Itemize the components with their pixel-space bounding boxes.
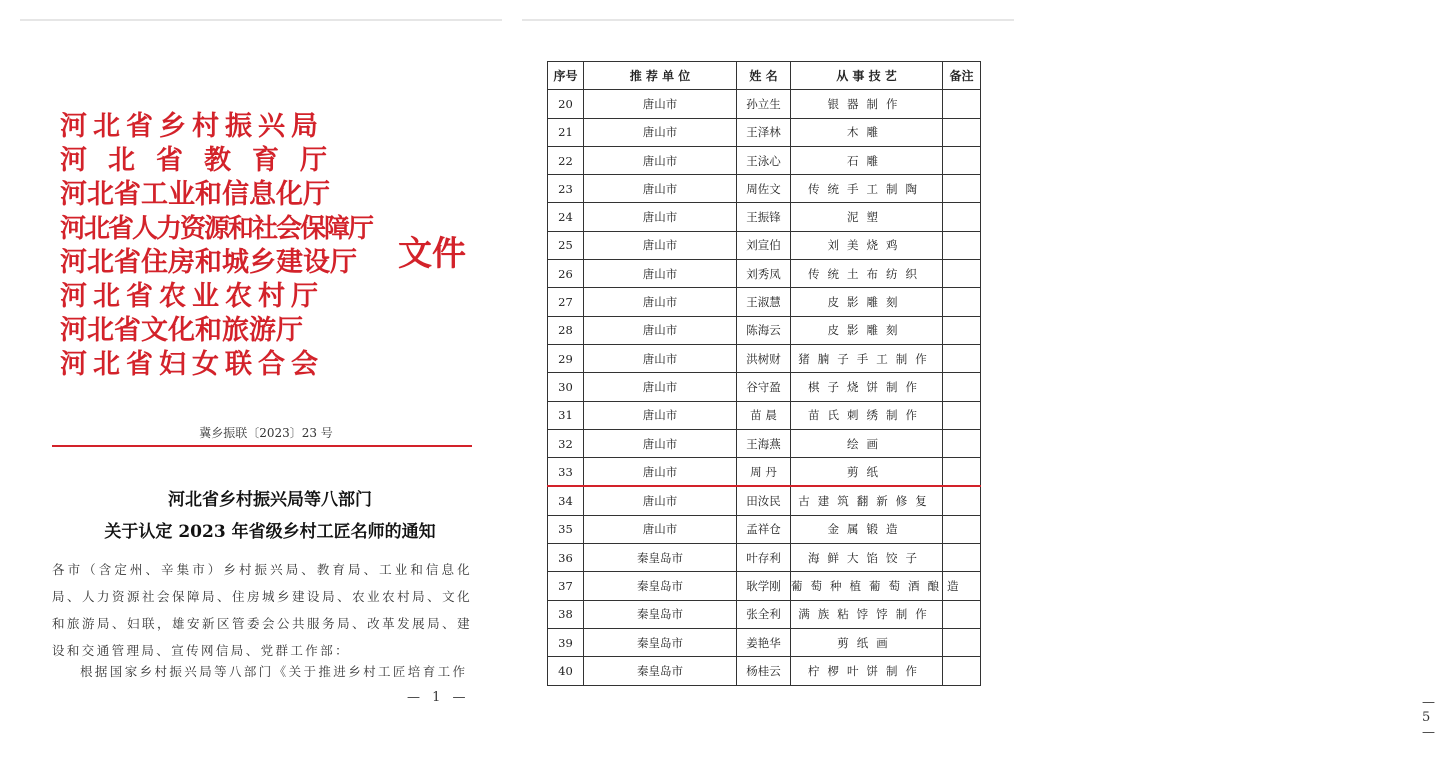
body-paragraph: 根据国家乡村振兴局等八部门《关于推进乡村工匠培育工作 (80, 664, 468, 679)
cell-craft: 木雕 (791, 118, 943, 146)
cell-name: 王泽林 (737, 118, 791, 146)
table-row (548, 515, 981, 543)
cell-name: 王淑慧 (737, 288, 791, 316)
cell-unit: 唐山市 (584, 288, 737, 316)
table-row (548, 572, 981, 600)
cell-unit: 唐山市 (584, 260, 737, 288)
cell-unit: 唐山市 (584, 146, 737, 174)
table-row (548, 401, 981, 429)
cell-remarks (943, 175, 981, 203)
cell-remarks (943, 146, 981, 174)
cell-remarks (943, 231, 981, 259)
cell-unit: 唐山市 (584, 231, 737, 259)
cell-craft: 古建筑翻新修复 (791, 486, 943, 515)
cell-name: 张全利 (737, 600, 791, 628)
cell-unit: 唐山市 (584, 515, 737, 543)
cell-remarks (943, 429, 981, 457)
cell-serial: 33 (548, 458, 584, 487)
cell-unit: 唐山市 (584, 344, 737, 372)
cell-unit: 唐山市 (584, 175, 737, 203)
cell-name: 姜艳华 (737, 628, 791, 656)
issuer-3: 河北省工业和信息化厅 (60, 179, 330, 210)
issuer-list (60, 110, 400, 382)
cell-unit: 唐山市 (584, 429, 737, 457)
cell-name: 周 丹 (737, 458, 791, 487)
cell-unit: 秦皇岛市 (584, 572, 737, 600)
cell-craft: 满族粘饽饽制作 (791, 600, 943, 628)
table-row (548, 146, 981, 174)
document-number: 冀乡振联〔2023〕23 号 (199, 426, 333, 440)
cell-serial: 30 (548, 373, 584, 401)
cell-craft: 皮影雕刻 (791, 288, 943, 316)
table-row (548, 458, 981, 487)
table-row (548, 260, 981, 288)
cell-craft: 绘画 (791, 429, 943, 457)
cell-craft: 泥塑 (791, 203, 943, 231)
cell-serial: 40 (548, 657, 584, 685)
cell-remarks (943, 600, 981, 628)
cell-craft: 传统土布纺织 (791, 260, 943, 288)
issuer-8: 河北省妇女联合会 (60, 349, 324, 380)
table-header-row (548, 62, 981, 90)
cell-craft: 海鲜大馅饺子 (791, 544, 943, 572)
cell-craft: 刘美烧鸡 (791, 231, 943, 259)
notice-title-line1: 河北省乡村振兴局等八部门 (168, 490, 372, 510)
issuer-6: 河北省农业农村厅 (60, 281, 324, 312)
cell-name: 周佐文 (737, 175, 791, 203)
recipients-paragraph: 各市（含定州、辛集市）乡村振兴局、教育局、工业和信息化局、人力资源社会保障局、住房城乡建设局、农业农村局、文化和旅游局、妇联，雄安新区管委会公共服务局、改革发展局、建设和交通管理局、宣传网信局、党群工作部： (52, 562, 472, 658)
cell-craft: 葡萄种植葡萄酒酿造 (791, 572, 943, 600)
cell-name: 王泳心 (737, 146, 791, 174)
issuer-2: 河北省教育厅 (60, 145, 348, 176)
document-page-1 (0, 0, 512, 768)
cell-craft: 苗氏刺绣制作 (791, 401, 943, 429)
cell-name: 王海燕 (737, 429, 791, 457)
table-row (548, 203, 981, 231)
cell-name: 叶存利 (737, 544, 791, 572)
header-unit: 推 荐 单 位 (584, 62, 737, 90)
cell-remarks (943, 344, 981, 372)
cell-name: 刘秀凤 (737, 260, 791, 288)
table-row (548, 231, 981, 259)
cell-unit: 唐山市 (584, 373, 737, 401)
cell-remarks (943, 544, 981, 572)
header-name: 姓 名 (737, 62, 791, 90)
cell-name: 陈海云 (737, 316, 791, 344)
cell-remarks (943, 118, 981, 146)
table-row (548, 90, 981, 118)
cell-name: 田汝民 (737, 486, 791, 515)
cell-serial: 32 (548, 429, 584, 457)
cell-serial: 23 (548, 175, 584, 203)
cell-remarks (943, 373, 981, 401)
issuer-7: 河北省文化和旅游厅 (60, 315, 303, 346)
cell-unit: 秦皇岛市 (584, 628, 737, 656)
issuer-5: 河北省住房和城乡建设厅 (60, 247, 357, 278)
cell-serial: 20 (548, 90, 584, 118)
cell-name: 苗 晨 (737, 401, 791, 429)
cell-serial: 22 (548, 146, 584, 174)
cell-craft: 金属锻造 (791, 515, 943, 543)
cell-name: 王振锋 (737, 203, 791, 231)
cell-remarks (943, 203, 981, 231)
cell-remarks (943, 288, 981, 316)
cell-craft: 棋子烧饼制作 (791, 373, 943, 401)
cell-unit: 唐山市 (584, 90, 737, 118)
cell-serial: 39 (548, 628, 584, 656)
notice-title-line2: 关于认定 2023 年省级乡村工匠名师的通知 (104, 522, 436, 542)
table-row (548, 544, 981, 572)
cell-remarks (943, 486, 981, 515)
cell-craft: 银器制作 (791, 90, 943, 118)
cell-name: 耿学刚 (737, 572, 791, 600)
cell-unit: 唐山市 (584, 316, 737, 344)
table-row (548, 600, 981, 628)
cell-serial: 37 (548, 572, 584, 600)
header-remarks: 备注 (943, 62, 981, 90)
file-label: 文件 (398, 234, 466, 274)
cell-serial: 21 (548, 118, 584, 146)
cell-craft: 传统手工制陶 (791, 175, 943, 203)
cell-unit: 唐山市 (584, 203, 737, 231)
header-craft: 从 事 技 艺 (791, 62, 943, 90)
cell-remarks (943, 316, 981, 344)
cell-unit: 秦皇岛市 (584, 544, 737, 572)
cell-serial: 28 (548, 316, 584, 344)
cell-craft: 猪腩子手工制作 (791, 344, 943, 372)
cell-remarks (943, 401, 981, 429)
cell-craft: 皮影雕刻 (791, 316, 943, 344)
page-top-rule (522, 19, 1014, 21)
cell-name: 孙立生 (737, 90, 791, 118)
cell-remarks (943, 458, 981, 487)
cell-serial: 24 (548, 203, 584, 231)
page-top-rule (20, 19, 502, 21)
cell-craft: 柠椤叶饼制作 (791, 657, 943, 685)
cell-unit: 秦皇岛市 (584, 657, 737, 685)
table-body (548, 90, 981, 685)
cell-name: 洪树财 (737, 344, 791, 372)
table-row (548, 316, 981, 344)
cell-serial: 27 (548, 288, 584, 316)
cell-unit: 唐山市 (584, 458, 737, 487)
cell-serial: 36 (548, 544, 584, 572)
red-divider (52, 445, 472, 447)
table-row (548, 175, 981, 203)
page-number: — 1 — (407, 690, 470, 705)
cell-serial: 34 (548, 486, 584, 515)
cell-unit: 唐山市 (584, 118, 737, 146)
table-row (548, 628, 981, 656)
page-number: — 5 — (1422, 695, 1439, 740)
cell-serial: 31 (548, 401, 584, 429)
table-row (548, 657, 981, 685)
table-row (548, 118, 981, 146)
cell-name: 谷守盈 (737, 373, 791, 401)
cell-unit: 秦皇岛市 (584, 600, 737, 628)
cell-remarks (943, 260, 981, 288)
cell-remarks (943, 628, 981, 656)
table-row (548, 429, 981, 457)
table-row (548, 288, 981, 316)
table-row (548, 373, 981, 401)
cell-unit: 唐山市 (584, 486, 737, 515)
cell-craft: 剪纸 (791, 458, 943, 487)
header-serial: 序号 (548, 62, 584, 90)
cell-remarks (943, 657, 981, 685)
cell-serial: 38 (548, 600, 584, 628)
cell-craft: 石雕 (791, 146, 943, 174)
issuer-4: 河北省人力资源和社会保障厅 (60, 214, 373, 244)
cell-serial: 35 (548, 515, 584, 543)
cell-name: 刘宣伯 (737, 231, 791, 259)
cell-serial: 25 (548, 231, 584, 259)
issuer-1: 河北省乡村振兴局 (60, 111, 324, 142)
cell-name: 孟祥仓 (737, 515, 791, 543)
cell-remarks (943, 515, 981, 543)
cell-craft: 剪纸画 (791, 628, 943, 656)
craftsman-table (547, 61, 981, 686)
cell-remarks (943, 90, 981, 118)
cell-serial: 26 (548, 260, 584, 288)
table-row (548, 486, 981, 515)
cell-unit: 唐山市 (584, 401, 737, 429)
cell-serial: 29 (548, 344, 584, 372)
cell-name: 杨桂云 (737, 657, 791, 685)
table-row (548, 344, 981, 372)
